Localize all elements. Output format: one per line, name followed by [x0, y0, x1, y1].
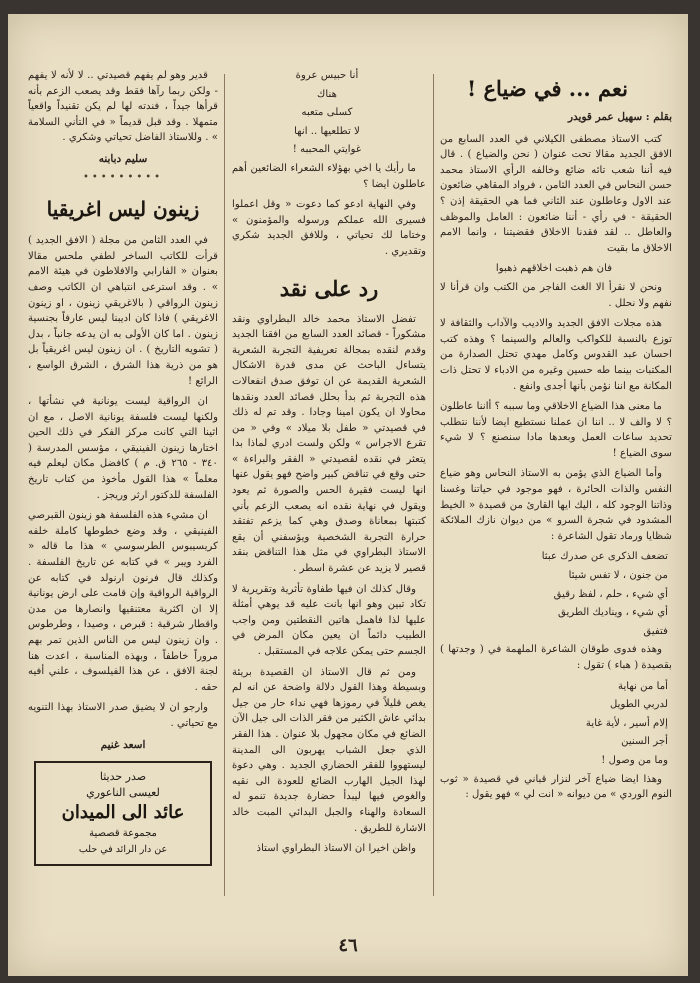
article3-paragraph: وارجو ان لا يضيق صدر الاستاذ بهذا التنويه مع تحياتي .	[28, 702, 218, 729]
magazine-page	[8, 14, 688, 976]
poem2-line: إلام أسير ، لأية غاية	[585, 717, 668, 729]
poem1-line: أي شيء ، حلم ، لفظ رقيق	[553, 588, 668, 600]
book-advertisement	[34, 761, 212, 865]
column-middle	[232, 68, 426, 906]
article2-title: رد على نقد	[279, 275, 379, 301]
column-rule-left	[224, 74, 225, 896]
article3-paragraph: ان الرواقية ليست يونانية في نشأتها ، ولكنها ليست فلسفة يونانية الاصل ، مع ان اثينا التي كانت مركز الفكر في ذلك الحين اختارها زينون الفينيقي ، مؤسس المدرسة ( ٣٤٠ - ٢٦٥ ق. م ) كافضل مكان ليعلم فيه معلماً » هذا القول مأخوذ من كتاب تاريخ الفلسفة للدكتور ارثر وريجز .	[28, 396, 218, 501]
article1-paragraph: وأما الضياع الذي يؤمن به الاستاذ النحاس وهو ضياع النفس والذات الحائرة ، فهو موجود في حياتنا وغسنا وذاتنا الوجود كله ، اليك ايها القارئ من قصيدة « الخيط المشدود في شجرة السرو » من ديوان نازك الملائكة شظايا ورماد تقول الشاعرة :	[440, 468, 672, 542]
column-left	[28, 68, 218, 906]
ad-author: لعيسى الناعوري	[86, 785, 160, 799]
poem2-line: أما من نهاية	[617, 680, 668, 692]
article3-title: زينون ليس اغريقيا	[46, 197, 200, 222]
poem-top-line: أنا حبيس عروة	[295, 70, 359, 81]
article3-paragraph: ان مشيء هذه الفلسفة هو زينون القبرصي الفينيقي ، وقد وضع خطوطها كاملة خلفه كريسيبوس الطرسوسي » هذا ما قاله « الفرد ويبر » في كتابه عن تاريخ الفلسفة . وكذلك قال فرنون ارنولد في كتابه عن الرواقية الرواقية وإن قامت على ارض يونانية إلا ان اكثرية معتنقيها وانصارها من مدن واقطار شرقية : قبرص ، وصيدا ، وطرطوس . وان زينون ليس من الناس الذين تمر بهم مروراً خاطفاً ، وبهذه المناسبة ، اعدت هنا لجنة الافق ، عن هذا الفيلسوف ، علني أفيه حقه .	[28, 510, 218, 693]
poem2-line: وما من وصول !	[601, 754, 668, 766]
poem2-line: أجر السنين	[621, 736, 668, 748]
poem-top-line: كسلى متعبه	[301, 107, 353, 119]
article2-paragraph: وفي النهاية ادعو كما دعوت « وقل اعملوا فسيرى الله عملكم ورسوله والمؤمنون » وختاما لك تحياتي ، وللافق الجديد شكري وتقديري .	[232, 199, 426, 257]
separator: •••••••••	[82, 171, 164, 183]
column-rule-right	[433, 74, 434, 896]
article1-paragraph: هذه مجلات الافق الجديد والاديب والآداب والثقافة لا توزع بالنسبة للكواكب والعالم والسينما ؟ وهذه كتب احسان عبد القدوس وكامل مهدي تحتل الصدارة من المكتبات بينما طه حسين وغيره من الادباء لا تحتل ذات المكانة مع اننا نؤمن بأنها أجدى وانفع .	[440, 318, 672, 392]
article2-paragraph: ما رأيك يا اخي بهؤلاء الشعراء الضائعين أهم عاطلون ايضا ؟	[232, 162, 426, 190]
signature-salim: سليم دبابنه	[98, 152, 148, 165]
poem1-line: من جنون ، لا تفس شيئا	[568, 570, 668, 582]
ad-publisher: عن دار الرائد في حلب	[78, 843, 168, 855]
poem1-line: فتفيق	[643, 625, 668, 637]
article2-paragraph: واظن اخيرا ان الاستاذ البطراوي استاذ	[256, 843, 416, 855]
article1-byline: بقلم : سهيل عمر قويدر	[567, 111, 672, 123]
ad-book-title: عائد الى الميدان	[61, 802, 185, 824]
signature-asaad: اسعد غنيم	[100, 738, 146, 751]
article1-paragraph: ونحن لا نقرأ الا الغث الفاجر من الكتب وان قرأنا لا نفهم ولا نحلل .	[440, 281, 672, 309]
article1-title: نعم ... في ضياع !	[467, 76, 628, 101]
poem-top-line: غوايتي المحببه !	[292, 144, 362, 156]
article2-paragraph: وقال كذلك ان فيها طفاوة تأثرية وتقريرية لا تكاد تبين وهو انها بانت عليه قد يوهي أمثلة عليها لذا فاهمل هاتين النقطتين ومن واجب الطبيب دائماً ان يعين مكان المرض في الجسم حتى يمكن علاجه في المستقبل .	[232, 583, 426, 657]
article1-paragraph: كتب الاستاذ مصطفى الكيلاني في العدد السابع من الافق الجديد مقالا تحت عنوان ( نحن والضياع ) . قال فيه أننا شعب تائه ضائع وخالفه الرأي الاستاذ محمد حسن النحاس في العدد الثامن ، فرواد المقاهي ضائعون عند الاول وعاطلون عند الثاني فما هي الحقيقة إذن ؟ الحقيقة - في رأي - أننا ضائعون : العامل والموظف والعاطل .. لقد فقدنا الاخلاق فقضيتنا ، وانما الامم الاخلاق ما بقيت	[440, 133, 672, 254]
article3-paragraph: قدير وهو لم يفهم قصيدتي .. لا لأنه لا يفهم - ولكن ربما رآها فقط وقد يصعب الزعم بأنه قرأها جيداً ، فندته لها لم يكن تقنيداً واقعياً متمهلا . وقد قبل قديماً « في التأني السلامة » . وللاستاذ الفاضل تحياتي وشكري .	[28, 70, 218, 144]
poem1-line: أي شيء ، ويناديك الطريق	[558, 607, 668, 619]
article2-paragraph: ومن ثم قال الاستاذ ان القصيدة بريئة وبسيطة وهذا القول دلالة واضحة عن انه لم يغص قليلاً في رموزها فهي نداء حار من جيل بدائي عاش الكثير من فقر الذات الى جيل الآن الضائع في مكان مجهول بلا عنوان . هذا الفقر الذي جعل الشباب يهربون الى المدينة ليستهووا للفقر الحضاري الجديد . وهي دعوة لهذا الجيل الهارب الضائع للعودة الى نقيه والغوص فيها ليبدأ حضارة جديدة تنمو له السعادة والهناء والجبل البدائي المبت خالد الاشارة للطريق .	[232, 666, 426, 834]
poem-top-line: لا تطلعيها .. انها	[294, 125, 360, 137]
article1-verse: فان هم ذهبت اخلاقهم ذهبوا	[495, 263, 613, 275]
article1-paragraph: ما معنى هذا الضياع الاخلاقي وما سببه ؟ أاننا عاطلون ؟ لا والف لا .. اننا ان عملنا نستطيع ايضا لأننا نتطلب تحديد ساعات العمل وبعدها مادا سنصنع ؟ لا شيء سوى الضياع !	[440, 401, 672, 459]
article3-paragraph: في العدد الثامن من مجلة ( الافق الجديد ) قرأت للكاتب الساخر لطفي ملحس مقالا بعنوان « الفارابي والافلاطون في هيئة الامم » . وقد استرعى انتباهي ان الكاتب وصف زينون الرواقي ( بالاغريقي زينون ، او زينون الاغريقي ) فاذا كان اديبنا ليس عارفاً بجنسية زينون . اما كان الأولى به ان يدعه جانباً ، بدل ( تشويه التاريخ ) . ان زينون ليس اغريقياً بل هو من ذرية هذا الشرق ، الشرق الواسع ، الرائع !	[28, 235, 218, 387]
article1-paragraph: وهذه فدوى طوقان الشاعرة الملهمة في ( وجدتها ) بقصيدة ( هباء ) تقول :	[440, 644, 672, 671]
article1-paragraph: وهذا ايضا ضياع آخر لنزار قباني في قصيدة « ثوب النوم الوردي » من ديوانه « انت لي » فهو يقول :	[440, 773, 672, 801]
column-right	[440, 68, 672, 906]
poem1-line: تضعف الذكرى عن صدرك عبثا	[541, 551, 668, 563]
ad-line-new: صدر حديثا	[99, 770, 147, 784]
ad-genre: مجموعة قصصية	[89, 828, 157, 840]
poem2-line: لدربي الطويل	[609, 699, 668, 711]
poem-top-line: هناك	[317, 88, 337, 100]
page-number: ٤٦	[338, 935, 358, 956]
article2-paragraph: تفضل الاستاذ محمد خالد البطراوي ونقد مشكوراً - قصائد العدد السابع من افقنا الجديد وقدم لنقده بمجالة تعريفية التجربة الشعرية يتساءل الباحث عن مدى قدرة الاشكال الشعرية القديمة عن ان توفق صدق انفعالات هذه التجربة ثم بدأ بحلل قصائد العدد ونقدها محاولا ان يكون امينا وجادا . وقد تم له ذلك في قصيدتي « طفل بلا ميلاد » وفي « من تقرع الاجراس » ولكن ولست ادري لماذا بدا يتعثر في نقده لقصيدتي « الفقر والبراءة » حتى وقع في تناقض كبير واضح فهو يقول عنها انها ليست فقيرة الحس والصورة ثم يعود ويقول في نهاية نقده انه يصعب الزعم بأني كتبتها بمعاناة وصدق وهي كما يزعم تفتقد حرارة التجربة الشخصية ويؤسفني أن يقع الاستاذ البطراوي في مثل هذا التناقض بنقد قصير لا يزيد عن عشرة اسطر .	[232, 313, 426, 575]
